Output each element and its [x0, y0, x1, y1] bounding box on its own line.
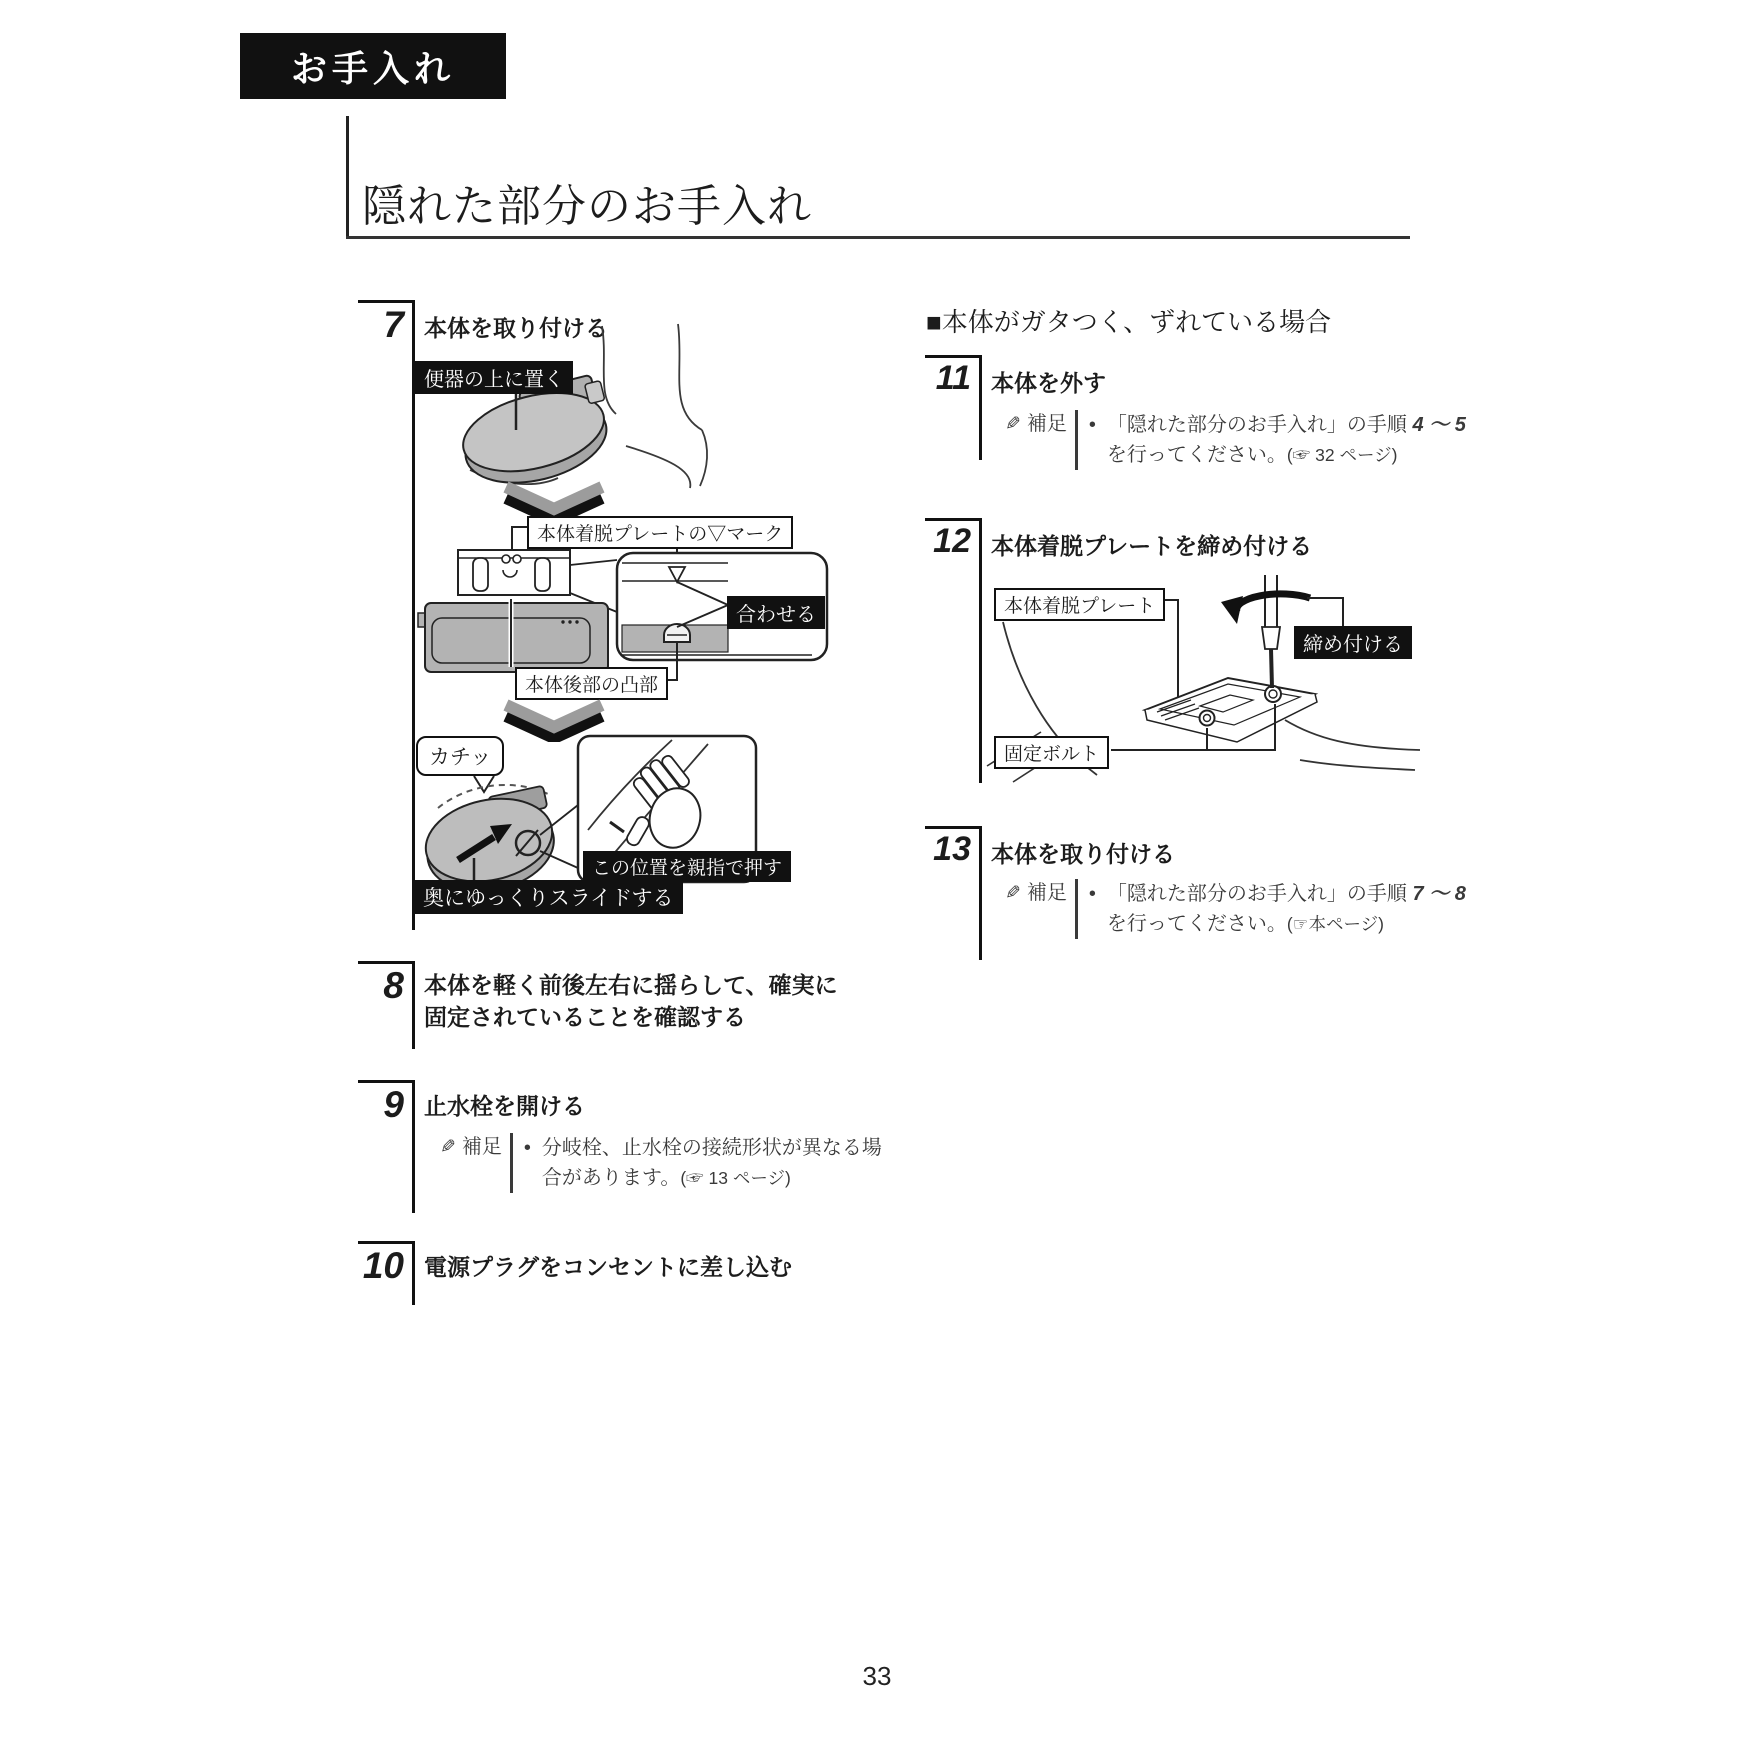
page-number: 33: [862, 1661, 892, 1691]
step-11-rail: [979, 355, 982, 460]
step-13-topline: [925, 826, 979, 829]
step-10: [358, 1241, 828, 1305]
step-7-topline: [358, 300, 412, 303]
note-label: 補足: [1026, 413, 1067, 435]
step-13-rail: [979, 826, 982, 960]
note-line1: 「隠れた部分のお手入れ」の手順: [1106, 883, 1413, 905]
pencil-icon: ✎: [440, 1136, 456, 1158]
step-9-rail: [412, 1080, 415, 1213]
note-body: [542, 1133, 882, 1193]
step-11-number: 11: [935, 359, 971, 397]
label-mount-plate: 本体着脱プレート: [994, 588, 1165, 621]
title-left-bar: [346, 116, 349, 237]
step-12-heading: 本体着脱プレートを締め付ける: [991, 533, 1313, 559]
label-place-on-bowl: 便器の上に置く: [415, 361, 573, 394]
note-line2: 合があります。: [541, 1167, 681, 1189]
label-press-thumb: この位置を親指で押す: [583, 851, 791, 882]
note-line1: 「隠れた部分のお手入れ」の手順: [1106, 414, 1413, 436]
step-8-number: 8: [383, 965, 404, 1006]
pencil-icon: ✎: [1005, 413, 1021, 435]
note-step-range: 7 〜 8: [1412, 883, 1466, 905]
note-divider: [1075, 879, 1078, 939]
step-13-note: [1005, 879, 1466, 939]
label-plate-mark: 本体着脱プレートの▽マーク: [527, 516, 793, 549]
step-8-topline: [358, 961, 412, 964]
note-line2: を行ってください。: [1106, 444, 1287, 466]
step-12-rail: [979, 518, 982, 783]
note-page-ref: (☞ 13 ページ): [680, 1168, 791, 1188]
step-9-number: 9: [383, 1084, 404, 1125]
note-line2: を行ってください。: [1106, 913, 1287, 935]
label-tighten: 締め付ける: [1294, 626, 1412, 659]
label-align: 合わせる: [727, 596, 825, 629]
pencil-icon: ✎: [1005, 882, 1021, 904]
step-9-note: [440, 1133, 882, 1193]
mount-plate-perspective-art: [1145, 678, 1317, 742]
step-13-number: 13: [933, 830, 971, 868]
note-bullet: •: [1088, 883, 1096, 905]
note-bullet: •: [523, 1137, 531, 1159]
label-fixing-bolt: 固定ボルト: [994, 736, 1109, 769]
step-10-topline: [358, 1241, 412, 1244]
note-step-range: 4 〜 5: [1412, 414, 1466, 436]
step-8-rail: [412, 961, 415, 1049]
note-label: 補足: [461, 1136, 502, 1158]
step-8: [358, 961, 838, 1049]
note-body: [1107, 879, 1466, 939]
step-10-heading: 電源プラグをコンセントに差し込む: [424, 1254, 792, 1280]
note-page-ref: (☞ 32 ページ): [1286, 445, 1398, 465]
label-click-sound: カチッ: [416, 736, 504, 776]
section-title-wobble: ■本体がガタつく、ずれている場合: [926, 307, 1332, 337]
note-page-ref: (☞本ページ): [1286, 914, 1384, 934]
step-10-number: 10: [362, 1245, 404, 1286]
section-badge-label: お手入れ: [290, 47, 455, 89]
step-11-note: [1005, 410, 1466, 470]
rotate-arrowhead-icon: [1221, 596, 1243, 624]
mount-plate-art: [458, 550, 570, 595]
note-body: [1107, 410, 1466, 470]
note-divider: [1075, 410, 1078, 470]
step-7-heading: 本体を取り付ける: [424, 315, 608, 341]
step-11-heading: 本体を外す: [991, 370, 1106, 396]
step-9-topline: [358, 1080, 412, 1083]
label-rear-protrusion: 本体後部の凸部: [515, 667, 668, 700]
section-badge: [240, 33, 506, 99]
title-underline: [346, 236, 1410, 239]
step-13-heading: 本体を取り付ける: [991, 841, 1175, 867]
step-7-number: 7: [383, 304, 404, 345]
label-slide-back: 奥にゆっくりスライドする: [414, 880, 683, 914]
note-bullet: •: [1088, 414, 1096, 436]
rotate-arrow-icon: [1237, 594, 1310, 612]
illustration-place-on-bowl: [410, 318, 890, 493]
note-divider: [510, 1133, 513, 1193]
note-label: 補足: [1026, 882, 1067, 904]
step-9-heading: 止水栓を開ける: [424, 1093, 585, 1119]
step-12-topline: [925, 518, 979, 521]
step-8-heading: 本体を軽く前後左右に揺らして、確実に固定されていることを確認する: [424, 972, 838, 1030]
step-11-topline: [925, 355, 979, 358]
step-12-number: 12: [933, 522, 971, 560]
page-title: 隠れた部分のお手入れ: [362, 182, 812, 231]
step-10-rail: [412, 1241, 415, 1305]
note-line1: 分岐栓、止水栓の接続形状が異なる場: [541, 1137, 882, 1159]
